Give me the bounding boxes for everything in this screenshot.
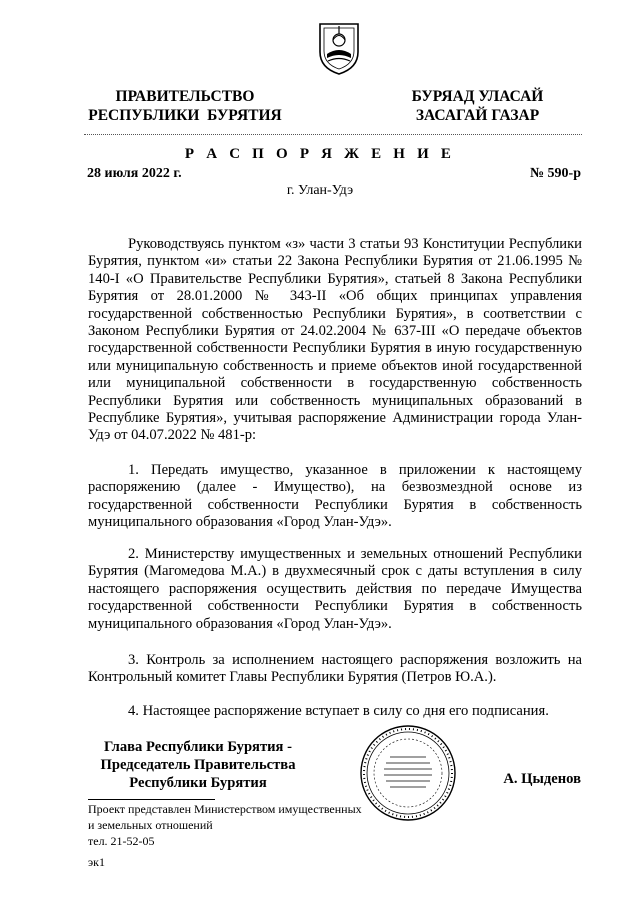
- item-4-paragraph: 4. Настоящее распоряжение вступает в силу со дня его подписания.: [128, 703, 549, 719]
- item-3-paragraph: 3. Контроль за исполнением настоящего распоряжения возложить на Контрольный комитет Главы Республики Бурятия (Петров Ю.А.).: [88, 652, 582, 686]
- government-name-ru: ПРАВИТЕЛЬСТВО РЕСПУБЛИКИ БУРЯТИЯ: [88, 88, 282, 124]
- footer-note: Проект представлен Министерством имущественных и земельных отношений тел. 21-52-05: [88, 802, 362, 848]
- item-2-paragraph: 2. Министерству имущественных и земельных отношений Республики Бурятия (Магомедова М.А.) в двухмесячный срок с даты вступления в силу настоящего распоряжения осуществить действия по передаче Имущества государственной собственности Республики Бурятия в собственность муниципального образования «Город Улан-Удэ».: [88, 546, 582, 632]
- preamble-paragraph: Руководствуясь пунктом «з» части 3 статьи 93 Конституции Республики Бурятия, пунктом «и» статьи 22 Закона Республики Бурятия от 21.06.1995 № 140-I «О Правительстве Республики Бурятия», статьей 8 Закона Республики Бурятия от 28.01.2000 № 343-II «Об общих принципах управления государственной собственностью Республики Бурятия», в соответствии с Законом Республики Бурятия от 24.02.2004 № 637-III «О передаче объектов государственной собственности Республики Бурятия в иную государственную или муниципальную собственность и приеме объектов иной государственной или муниципальной собственности в государственную собственность Республики Бурятия или собственность муниципальных образований в Республике Бурятия», учитывая распоряжение Администрации города Улан-Удэ от 04.07.2022 № 481-р:: [88, 236, 582, 444]
- footer-divider: [88, 799, 215, 800]
- document-number: № 590-р: [529, 166, 581, 181]
- header-divider: [84, 134, 582, 135]
- coat-of-arms-icon: [314, 18, 364, 76]
- document-type: Р А С П О Р Я Ж Е Н И Е: [184, 146, 456, 162]
- document-date: 28 июля 2022 г.: [87, 166, 182, 181]
- signatory-name: А. Цыденов: [503, 771, 581, 787]
- item-1-paragraph: 1. Передать имущество, указанное в приложении к настоящему распоряжению (далее - Имущество), на безвозмездной основе из государственной собственности Республики Бурятия в собственность муниципального образования «Город Улан-Удэ».: [88, 462, 582, 531]
- official-stamp-icon: [358, 723, 458, 823]
- document-city: г. Улан-Удэ: [286, 183, 354, 198]
- government-name-bua: БУРЯАД УЛАСАЙ ЗАСАГАЙ ГАЗАР: [411, 88, 544, 124]
- copy-mark: эк1: [88, 855, 105, 869]
- signatory-title: Глава Республики Бурятия - Председатель Правительства Республики Бурятия: [100, 739, 296, 791]
